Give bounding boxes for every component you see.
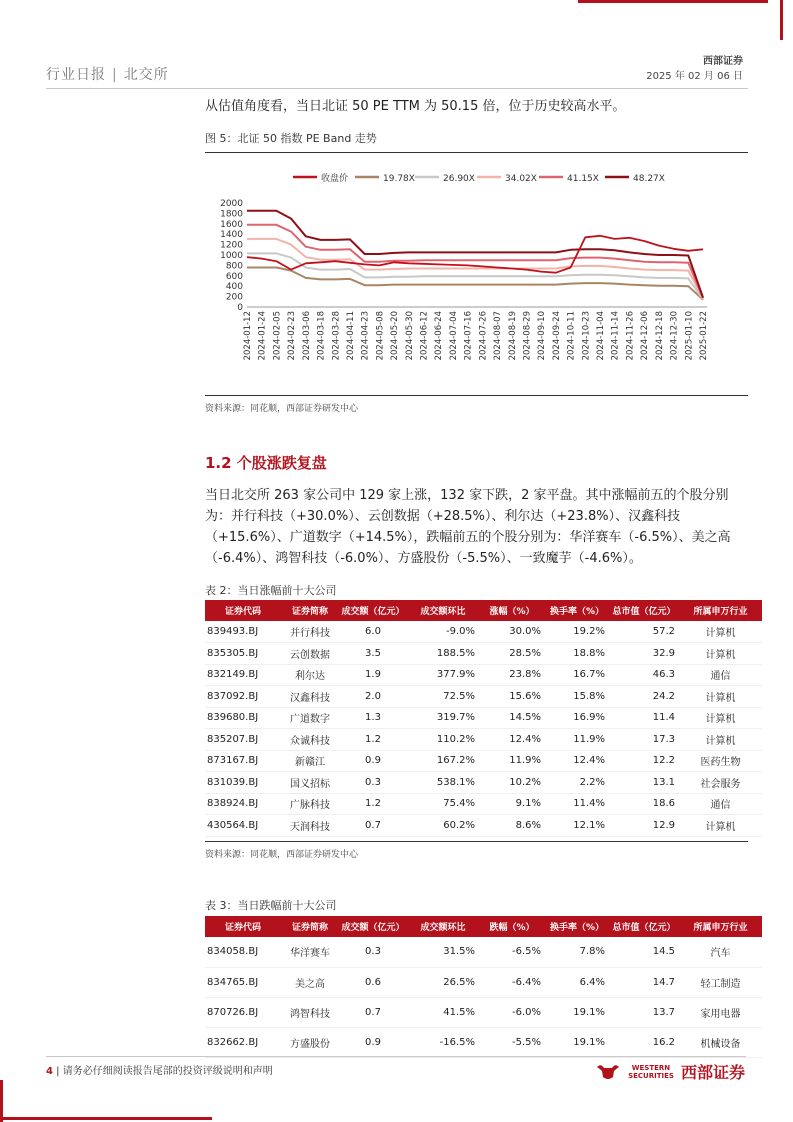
table-cell: 835207.BJ [205,729,281,751]
table-cell: 11.4 [609,707,679,729]
table-cell: 计算机 [679,621,762,643]
col-header-turnover-rate: 换手率（%） [545,600,609,621]
table-cell: 2.0 [339,686,407,708]
table-cell: 轻工制造 [679,967,762,997]
report-type [46,64,169,84]
col-header-industry: 所属申万行业 [679,916,762,937]
table-cell: 12.2 [609,750,679,772]
table-cell: 11.4% [545,793,609,815]
col-header-code: 证券代码 [205,916,281,937]
x-tick-label: 2024-08-19 [507,311,518,361]
table-cell: 天润科技 [281,815,339,837]
y-tick-label: 1400 [220,230,243,241]
col-header-industry: 所属申万行业 [679,600,762,621]
x-tick-label: 2024-06-24 [434,311,445,361]
y-tick-label: 800 [225,261,243,272]
table-cell: 870726.BJ [205,997,281,1027]
table-cell: 云创数据 [281,643,339,665]
table-cell: 国义招标 [281,772,339,794]
logo-chinese: 西部证券 [680,1063,745,1082]
table-cell: 0.7 [339,997,407,1027]
col-header-name: 证券简称 [281,916,339,937]
table-row [205,707,762,729]
table-cell: 72.5% [407,686,479,708]
figure-caption-rule [205,152,748,153]
col-header-market-cap: 总市值（亿元） [609,916,679,937]
pe-band-chart [205,165,750,385]
table-cell: 837092.BJ [205,686,281,708]
table-row [205,729,762,751]
table-cell: 并行科技 [281,621,339,643]
table-cell: -6.5% [479,937,545,967]
table-cell: 社会服务 [679,772,762,794]
x-tick-label: 2024-01-24 [257,311,268,361]
table-row [205,664,762,686]
table-cell: 430564.BJ [205,815,281,837]
table-cell: 1.2 [339,729,407,751]
section-paragraph: 当日北交所 263 家公司中 129 家上涨，132 家下跌，2 家平盘。其中涨幅前五的个股分别为：并行科技（+30.0%）、云创数据（+28.5%）、利尔达（+23.8%）、汉鑫科技（+15.6%）、广道数字（+14.5%），跌幅前五的个股分别为：华洋赛车（-6.5%）、美之高（-6.4%）、鸿智科技（-6.0%）、方盛股份（-5.5%）、一致魔芋（-4.6%）。 [205,488,731,566]
firm-name: 西部证券 [703,56,743,67]
x-tick-label: 2025-01-10 [684,311,695,361]
table-row [205,793,762,815]
disclaimer-notice: 请务必仔细阅读报告尾部的投资评级说明和声明 [62,1066,273,1077]
table-cell: 19.1% [545,1027,609,1057]
table-cell: 9.1% [479,793,545,815]
x-tick-label: 2024-10-23 [581,311,592,361]
table-cell: 839680.BJ [205,707,281,729]
x-tick-label: 2024-11-14 [610,311,621,361]
col-header-turnover-change: 成交额环比 [407,916,479,937]
table-cell: 12.4% [545,750,609,772]
y-tick-label: 400 [225,282,243,293]
x-tick-label: 2024-05-30 [404,311,415,361]
table-cell: 60.2% [407,815,479,837]
table-cell: 2.2% [545,772,609,794]
header-divider [46,88,748,89]
table-cell: 14.5 [609,937,679,967]
table-cell: 19.1% [545,997,609,1027]
table-cell: 15.8% [545,686,609,708]
table-cell: 188.5% [407,643,479,665]
x-tick-label: 2024-03-06 [301,311,312,361]
table-cell: -9.0% [407,621,479,643]
legend-label: 26.90X [443,174,475,184]
legend-label: 收盘价 [321,174,349,184]
table-cell: 14.5% [479,707,545,729]
figure-source: 资料来源：同花顺，西部证券研发中心 [205,404,359,414]
x-tick-label: 2024-12-06 [640,311,651,361]
y-tick-label: 1200 [220,240,243,251]
table2-bottom-rule [205,841,748,842]
x-tick-label: 2024-10-11 [566,311,577,361]
page-number: 4 [46,1066,53,1077]
report-sector: 北交所 [123,67,169,83]
x-tick-label: 2024-09-24 [551,311,562,361]
table-cell: 13.7 [609,997,679,1027]
x-tick-label: 2024-04-11 [345,311,356,361]
table-cell: 12.9 [609,815,679,837]
table-cell: -16.5% [407,1027,479,1057]
report-category: 行业日报 [46,67,106,83]
table-cell: 1.9 [339,664,407,686]
table-cell: 110.2% [407,729,479,751]
table-cell: 15.6% [479,686,545,708]
table-cell: 75.4% [407,793,479,815]
table-header-row [205,600,762,621]
table-cell: 17.3 [609,729,679,751]
top-accent-rule [578,0,768,3]
table-cell: 众诚科技 [281,729,339,751]
table-row [205,643,762,665]
table-row [205,937,762,967]
x-tick-label: 2024-06-12 [419,311,430,361]
table-cell: 计算机 [679,643,762,665]
table-cell: 16.2 [609,1027,679,1057]
legend-label: 19.78X [383,174,415,184]
table3-caption: 表 3：当日跌幅前十大公司 [205,899,337,912]
series-line-4 [247,225,703,298]
footer-divider [46,1056,746,1057]
table-cell: 835305.BJ [205,643,281,665]
bottom-accent-rule-vertical [0,1080,3,1122]
table-cell: 57.2 [609,621,679,643]
x-tick-label: 2024-02-23 [287,311,298,361]
table-cell: 1.2 [339,793,407,815]
table-cell: 计算机 [679,815,762,837]
table-cell: 834058.BJ [205,937,281,967]
table-cell: 28.5% [479,643,545,665]
table-cell: 46.3 [609,664,679,686]
table-cell: 机械设备 [679,1027,762,1057]
table-cell: 0.9 [339,1027,407,1057]
table-cell: 10.2% [479,772,545,794]
table-cell: 834765.BJ [205,967,281,997]
table-cell: 新赣江 [281,750,339,772]
table-cell: 7.8% [545,937,609,967]
section-title: 1.2 个股涨跌复盘 [205,454,327,472]
figure-caption: 图 5：北证 50 指数 PE Band 走势 [205,132,377,145]
firm-logo [595,1060,745,1083]
x-tick-label: 2024-07-16 [463,311,474,361]
figure-bottom-rule [205,395,748,396]
x-tick-label: 2024-07-04 [448,311,459,361]
table-cell: 鸿智科技 [281,997,339,1027]
series-line-0 [247,236,703,273]
y-tick-label: 0 [237,303,243,313]
top-accent-rule-vertical [780,0,783,40]
y-tick-label: 200 [225,292,243,303]
header-meta [646,54,743,84]
footer-notice [46,1062,273,1077]
x-tick-label: 2025-01-22 [699,311,709,361]
top-gainers-table [205,600,762,837]
table-cell: 广脉科技 [281,793,339,815]
y-tick-label: 600 [225,271,243,282]
col-header-market-cap: 总市值（亿元） [609,600,679,621]
table-cell: 319.7% [407,707,479,729]
x-tick-label: 2024-09-10 [537,311,548,361]
x-tick-label: 2024-01-12 [243,311,253,361]
x-tick-label: 2024-08-29 [522,311,533,361]
x-tick-label: 2024-05-20 [390,311,401,361]
x-tick-label: 2024-05-08 [375,311,386,361]
table-cell: 3.5 [339,643,407,665]
legend-label: 48.27X [633,174,665,184]
col-header-decline: 跌幅（%） [479,916,545,937]
x-tick-label: 2024-03-18 [316,311,327,361]
table-cell: 538.1% [407,772,479,794]
table-cell: 31.5% [407,937,479,967]
table-cell: 广道数字 [281,707,339,729]
table-row [205,772,762,794]
table-cell: 6.4% [545,967,609,997]
table-cell: 汽车 [679,937,762,967]
table-cell: 计算机 [679,686,762,708]
y-tick-label: 1800 [220,209,243,220]
table-cell: 0.3 [339,937,407,967]
table-cell: 计算机 [679,707,762,729]
table-cell: 18.6 [609,793,679,815]
table-cell: 41.5% [407,997,479,1027]
table-cell: 832149.BJ [205,664,281,686]
col-header-code: 证券代码 [205,600,281,621]
table-cell: 13.1 [609,772,679,794]
legend-label: 41.15X [567,174,599,184]
table-cell: 计算机 [679,729,762,751]
table-cell: -6.0% [479,997,545,1027]
table-row [205,997,762,1027]
x-tick-label: 2024-03-28 [331,311,342,361]
table2-source: 资料来源：同花顺，西部证券研发中心 [205,850,359,860]
table-cell: 0.3 [339,772,407,794]
table-cell: 华洋赛车 [281,937,339,967]
x-tick-label: 2024-02-05 [272,311,283,361]
table-cell: 方盛股份 [281,1027,339,1057]
x-tick-label: 2024-04-23 [360,311,371,361]
header-separator: | [112,67,118,83]
table-cell: 通信 [679,793,762,815]
table-cell: 家用电器 [679,997,762,1027]
x-tick-label: 2024-07-26 [478,311,489,361]
table-cell: 16.9% [545,707,609,729]
table-cell: -5.5% [479,1027,545,1057]
table-cell: 1.3 [339,707,407,729]
y-tick-label: 1600 [220,219,243,230]
bull-logo-icon [595,1063,621,1081]
col-header-turnover-rate: 换手率（%） [545,916,609,937]
series-line-1 [247,268,703,300]
table-cell: 通信 [679,664,762,686]
table-cell: 利尔达 [281,664,339,686]
table-cell: 26.5% [407,967,479,997]
table-cell: 医药生物 [679,750,762,772]
table-header-row [205,916,762,937]
report-date: 2025 年 02 月 06 日 [646,71,743,82]
table-cell: 19.2% [545,621,609,643]
table-row [205,750,762,772]
table-cell: 831039.BJ [205,772,281,794]
table-cell: 18.8% [545,643,609,665]
table-cell: 839493.BJ [205,621,281,643]
table-cell: 23.8% [479,664,545,686]
table-cell: 12.4% [479,729,545,751]
footer-sep: | [56,1066,63,1077]
x-tick-label: 2024-12-18 [654,311,665,361]
table-cell: 0.9 [339,750,407,772]
table-cell: 32.9 [609,643,679,665]
y-tick-label: 1000 [220,251,243,261]
table-cell: 12.1% [545,815,609,837]
table-cell: 0.7 [339,815,407,837]
table-cell: 873167.BJ [205,750,281,772]
x-tick-label: 2024-12-30 [669,311,680,361]
col-header-turnover: 成交额（亿元） [339,600,407,621]
logo-english: WESTERN SECURITIES [628,1063,674,1080]
table-row [205,1027,762,1057]
valuation-paragraph: 从估值角度看，当日北证 50 PE TTM 为 50.15 倍，位于历史较高水平。 [205,99,626,114]
table-cell: 24.2 [609,686,679,708]
top-losers-table [205,916,762,1058]
x-tick-label: 2024-11-26 [625,311,636,361]
col-header-gain: 涨幅（%） [479,600,545,621]
y-tick-label: 2000 [220,199,243,209]
table-cell: 8.6% [479,815,545,837]
x-tick-label: 2024-11-04 [596,311,607,361]
table-cell: 16.7% [545,664,609,686]
table-cell: 汉鑫科技 [281,686,339,708]
x-tick-label: 2024-08-07 [493,311,504,361]
table-row [205,815,762,837]
table-cell: 6.0 [339,621,407,643]
table-cell: 14.7 [609,967,679,997]
legend-label: 34.02X [505,174,537,184]
table-cell: 838924.BJ [205,793,281,815]
col-header-name: 证券简称 [281,600,339,621]
table-cell: 167.2% [407,750,479,772]
table-cell: 美之高 [281,967,339,997]
table-row [205,621,762,643]
bottom-accent-rule [0,1117,212,1120]
table-cell: 30.0% [479,621,545,643]
col-header-turnover-change: 成交额环比 [407,600,479,621]
table-cell: 377.9% [407,664,479,686]
table-cell: 0.6 [339,967,407,997]
table-row [205,686,762,708]
col-header-turnover: 成交额（亿元） [339,916,407,937]
table-cell: -6.4% [479,967,545,997]
table-cell: 11.9% [479,750,545,772]
table2-caption: 表 2：当日涨幅前十大公司 [205,584,337,597]
table-cell: 11.9% [545,729,609,751]
table-row [205,967,762,997]
table-cell: 832662.BJ [205,1027,281,1057]
